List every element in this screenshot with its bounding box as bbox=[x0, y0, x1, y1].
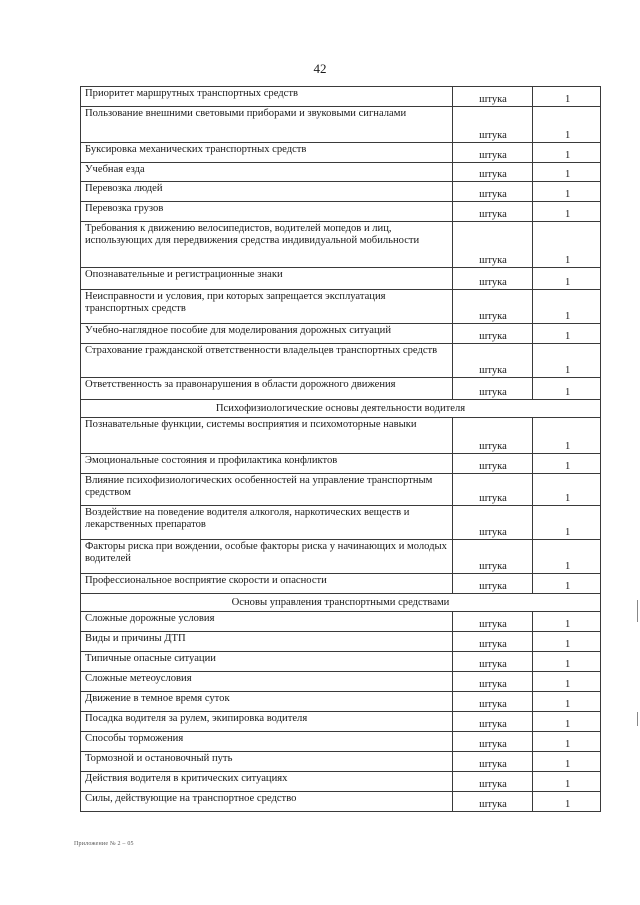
item-name: Виды и причины ДТП bbox=[81, 632, 453, 652]
item-unit: штука bbox=[453, 574, 533, 594]
item-quantity: 1 bbox=[533, 474, 601, 506]
page-number: 42 bbox=[313, 61, 327, 76]
scan-edge-mark bbox=[637, 600, 638, 622]
item-quantity: 1 bbox=[533, 672, 601, 692]
item-name: Перевозка грузов bbox=[81, 202, 453, 222]
item-name: Эмоциональные состояния и профилактика конфликтов bbox=[81, 454, 453, 474]
item-unit: штука bbox=[453, 324, 533, 344]
item-quantity: 1 bbox=[533, 344, 601, 378]
item-name: Факторы риска при вождении, особые факторы риска у начинающих и молодых водителей bbox=[81, 540, 453, 574]
item-name: Требования к движению велосипедистов, водителей мопедов и лиц, использующих для передвижения средства индивидуальной мобильности bbox=[81, 222, 453, 268]
item-unit: штука bbox=[453, 612, 533, 632]
item-unit: штука bbox=[453, 672, 533, 692]
item-name: Ответственность за правонарушения в области дорожного движения bbox=[81, 378, 453, 400]
item-name: Сложные метеоусловия bbox=[81, 672, 453, 692]
table-row bbox=[81, 268, 601, 290]
item-unit: штука bbox=[453, 143, 533, 163]
item-quantity: 1 bbox=[533, 712, 601, 732]
section-heading: Основы управления транспортными средствами bbox=[81, 594, 601, 612]
item-quantity: 1 bbox=[533, 143, 601, 163]
table-row bbox=[81, 752, 601, 772]
item-quantity: 1 bbox=[533, 418, 601, 454]
item-quantity: 1 bbox=[533, 792, 601, 812]
item-name: Опознавательные и регистрационные знаки bbox=[81, 268, 453, 290]
item-quantity: 1 bbox=[533, 612, 601, 632]
item-name: Неисправности и условия, при которых запрещается эксплуатация транспортных средств bbox=[81, 290, 453, 324]
item-name: Способы торможения bbox=[81, 732, 453, 752]
item-name: Сложные дорожные условия bbox=[81, 612, 453, 632]
table-row bbox=[81, 378, 601, 400]
item-unit: штука bbox=[453, 712, 533, 732]
table-row bbox=[81, 612, 601, 632]
item-quantity: 1 bbox=[533, 163, 601, 182]
item-name: Движение в темное время суток bbox=[81, 692, 453, 712]
item-unit: штука bbox=[453, 652, 533, 672]
item-quantity: 1 bbox=[533, 772, 601, 792]
table-row bbox=[81, 772, 601, 792]
table-row bbox=[81, 182, 601, 202]
item-quantity: 1 bbox=[533, 574, 601, 594]
section-heading: Психофизиологические основы деятельности водителя bbox=[81, 400, 601, 418]
item-quantity: 1 bbox=[533, 540, 601, 574]
table-row bbox=[81, 107, 601, 143]
table-row bbox=[81, 712, 601, 732]
item-unit: штука bbox=[453, 474, 533, 506]
item-name: Учебно-наглядное пособие для моделирования дорожных ситуаций bbox=[81, 324, 453, 344]
item-unit: штука bbox=[453, 87, 533, 107]
item-unit: штука bbox=[453, 182, 533, 202]
item-name: Воздействие на поведение водителя алкоголя, наркотических веществ и лекарственных препаратов bbox=[81, 506, 453, 540]
item-name: Профессиональное восприятие скорости и опасности bbox=[81, 574, 453, 594]
page-footer: Приложение № 2 – 05 bbox=[74, 841, 134, 847]
table-row bbox=[81, 506, 601, 540]
item-name: Перевозка людей bbox=[81, 182, 453, 202]
item-unit: штука bbox=[453, 792, 533, 812]
table-row bbox=[81, 692, 601, 712]
item-name: Типичные опасные ситуации bbox=[81, 652, 453, 672]
table-row bbox=[81, 202, 601, 222]
item-unit: штука bbox=[453, 506, 533, 540]
item-quantity: 1 bbox=[533, 182, 601, 202]
item-unit: штука bbox=[453, 692, 533, 712]
table-row bbox=[81, 454, 601, 474]
item-unit: штука bbox=[453, 732, 533, 752]
table-row bbox=[81, 222, 601, 268]
table-row bbox=[81, 344, 601, 378]
item-unit: штука bbox=[453, 344, 533, 378]
item-quantity: 1 bbox=[533, 268, 601, 290]
item-unit: штука bbox=[453, 772, 533, 792]
table-body bbox=[81, 87, 601, 812]
table-row bbox=[81, 652, 601, 672]
item-name: Силы, действующие на транспортное средство bbox=[81, 792, 453, 812]
table-row bbox=[81, 732, 601, 752]
item-unit: штука bbox=[453, 107, 533, 143]
item-quantity: 1 bbox=[533, 202, 601, 222]
item-quantity: 1 bbox=[533, 87, 601, 107]
item-unit: штука bbox=[453, 540, 533, 574]
item-quantity: 1 bbox=[533, 506, 601, 540]
item-quantity: 1 bbox=[533, 632, 601, 652]
table-row bbox=[81, 540, 601, 574]
table-row bbox=[81, 792, 601, 812]
scan-edge-mark bbox=[637, 712, 638, 726]
item-unit: штука bbox=[453, 378, 533, 400]
section-row bbox=[81, 400, 601, 418]
table-row bbox=[81, 418, 601, 454]
item-unit: штука bbox=[453, 268, 533, 290]
item-quantity: 1 bbox=[533, 752, 601, 772]
item-name: Тормозной и остановочный путь bbox=[81, 752, 453, 772]
item-name: Действия водителя в критических ситуациях bbox=[81, 772, 453, 792]
item-unit: штука bbox=[453, 222, 533, 268]
equipment-table bbox=[80, 86, 601, 812]
item-name: Влияние психофизиологических особенностей на управление транспортным средством bbox=[81, 474, 453, 506]
table-row bbox=[81, 672, 601, 692]
item-quantity: 1 bbox=[533, 454, 601, 474]
item-name: Посадка водителя за рулем, экипировка водителя bbox=[81, 712, 453, 732]
item-quantity: 1 bbox=[533, 378, 601, 400]
item-quantity: 1 bbox=[533, 290, 601, 324]
item-name: Познавательные функции, системы восприятия и психомоторные навыки bbox=[81, 418, 453, 454]
item-unit: штука bbox=[453, 418, 533, 454]
item-name: Приоритет маршрутных транспортных средств bbox=[81, 87, 453, 107]
item-quantity: 1 bbox=[533, 652, 601, 672]
item-unit: штука bbox=[453, 632, 533, 652]
item-name: Страхование гражданской ответственности владельцев транспортных средств bbox=[81, 344, 453, 378]
table-row bbox=[81, 143, 601, 163]
item-quantity: 1 bbox=[533, 732, 601, 752]
table-row bbox=[81, 163, 601, 182]
item-quantity: 1 bbox=[533, 324, 601, 344]
item-unit: штука bbox=[453, 454, 533, 474]
table-row bbox=[81, 632, 601, 652]
section-row bbox=[81, 594, 601, 612]
item-name: Учебная езда bbox=[81, 163, 453, 182]
item-name: Пользование внешними световыми приборами и звуковыми сигналами bbox=[81, 107, 453, 143]
item-unit: штука bbox=[453, 752, 533, 772]
item-unit: штука bbox=[453, 163, 533, 182]
item-quantity: 1 bbox=[533, 222, 601, 268]
table-row bbox=[81, 324, 601, 344]
item-unit: штука bbox=[453, 202, 533, 222]
item-quantity: 1 bbox=[533, 107, 601, 143]
item-quantity: 1 bbox=[533, 692, 601, 712]
table-row bbox=[81, 474, 601, 506]
table-row bbox=[81, 290, 601, 324]
item-unit: штука bbox=[453, 290, 533, 324]
table-row bbox=[81, 87, 601, 107]
table-row bbox=[81, 574, 601, 594]
item-name: Буксировка механических транспортных средств bbox=[81, 143, 453, 163]
